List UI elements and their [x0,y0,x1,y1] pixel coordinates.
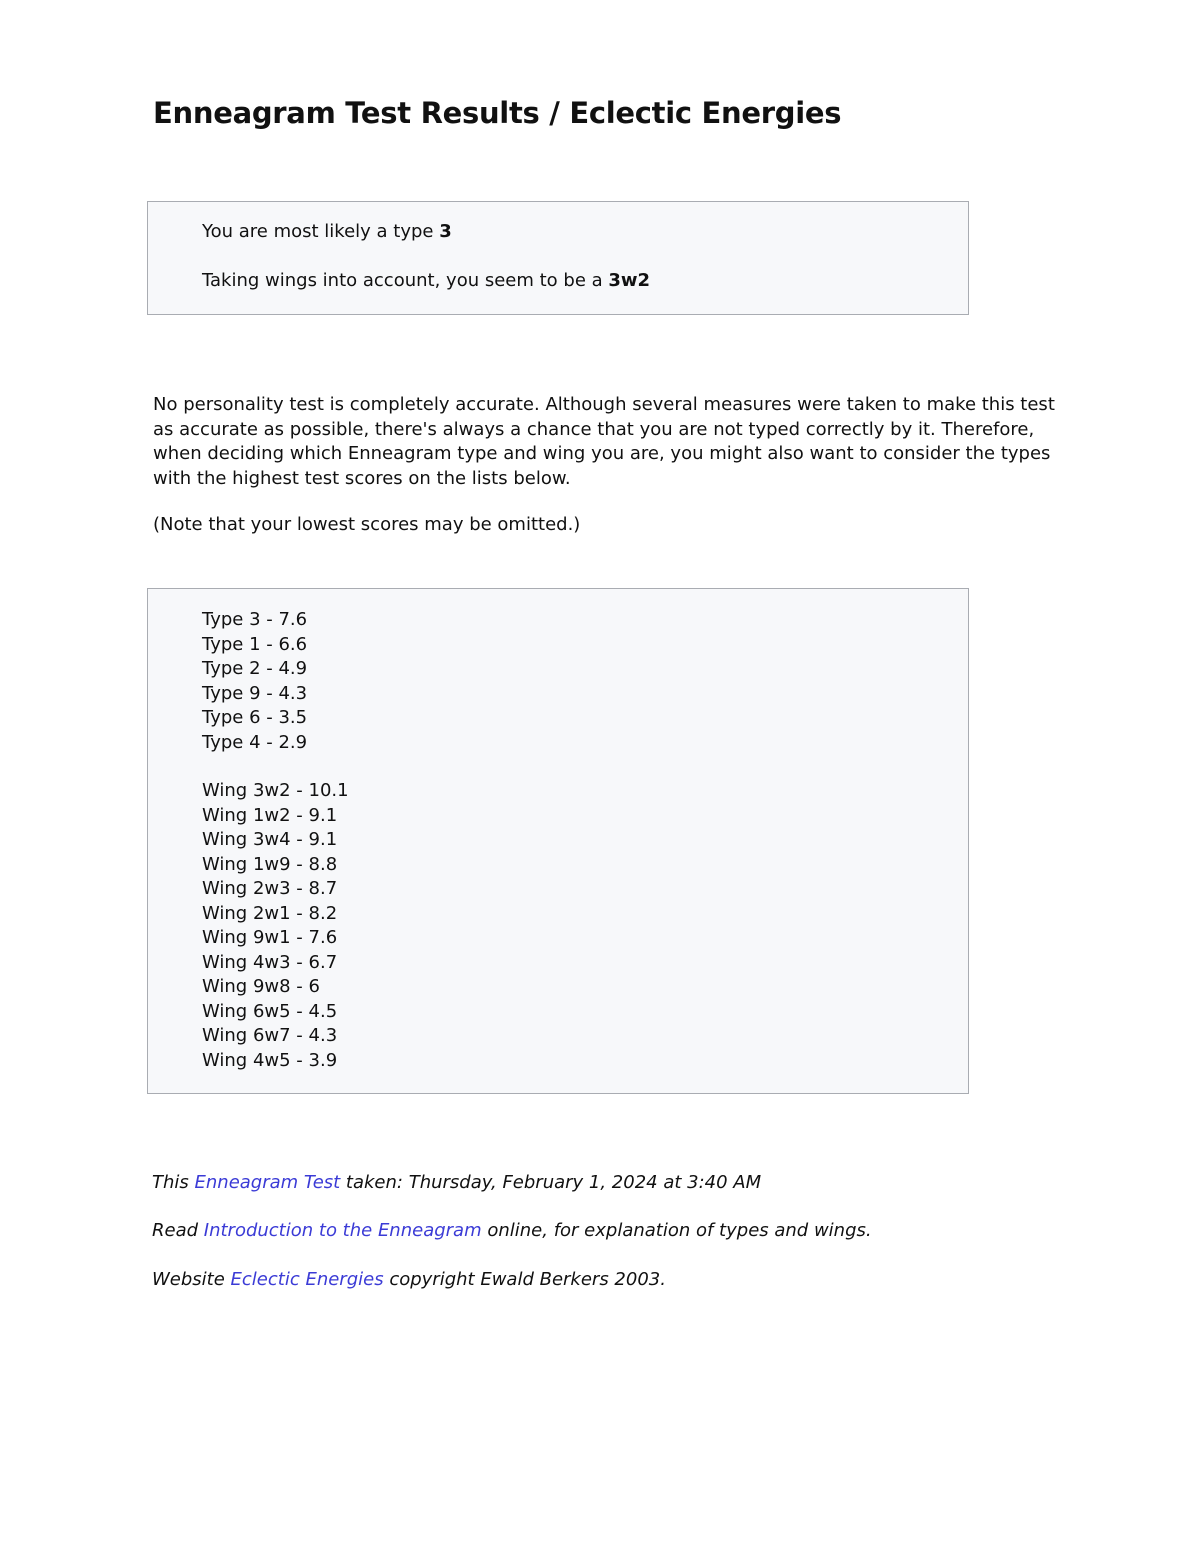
copyright-line [152,1269,666,1290]
scores-box [147,588,969,1094]
type-result [202,221,452,242]
type-score-item: Type 2 - 4.9 [202,658,308,679]
copyright-prefix: Website [152,1269,231,1290]
page-title: Enneagram Test Results / Eclectic Energies [153,96,842,130]
type-score-item: Type 4 - 2.9 [202,731,308,753]
type-score-item: Type 1 - 6.6 [202,633,308,655]
wing-score-item: Wing 4w5 - 3.9 [202,1049,338,1071]
wing-score-item: Wing 6w7 - 4.3 [202,1025,338,1046]
test-taken-line [152,1172,761,1193]
disclaimer-text: No personality test is completely accurate. Although several measures were taken to make this test as accurate as possible, there's always a chance that you are not typed correctly by it. Therefore, when deciding which Enneagram type and wing you are, you might also want to consider the types with the highest test scores on the lists below. [153,394,1055,489]
omission-note: (Note that your lowest scores may be omitted.) [153,514,581,535]
test-taken-prefix: This [152,1172,195,1193]
wing-score-item: Wing 2w1 - 8.2 [202,902,338,924]
introduction-link[interactable]: Introduction to the Enneagram [203,1220,482,1241]
type-score-list [202,608,307,755]
read-intro-prefix: Read [152,1220,204,1241]
wing-score-item: Wing 1w9 - 8.8 [202,853,338,875]
type-score-item: Type 3 - 7.6 [202,609,308,630]
copyright-suffix: copyright Ewald Berkers 2003. [383,1269,666,1290]
test-taken-date: taken: Thursday, February 1, 2024 at 3:40 AM [340,1172,762,1193]
type-score-item: Type 6 - 3.5 [202,707,308,728]
wing-score-item: Wing 3w2 - 10.1 [202,780,349,801]
type-result-label: You are most likely a type [202,221,440,242]
wing-score-item: Wing 1w2 - 9.1 [202,804,338,826]
wing-score-item: Wing 3w4 - 9.1 [202,829,338,850]
wing-score-item: Wing 9w8 - 6 [202,976,320,997]
wing-result-label: Taking wings into account, you seem to be a [202,270,609,291]
wing-score-item: Wing 6w5 - 4.5 [202,1000,338,1022]
wing-score-list [202,779,349,1073]
result-box [147,201,969,315]
wing-result-value: 3w2 [608,270,651,291]
enneagram-test-link[interactable]: Enneagram Test [194,1172,341,1193]
wing-score-item: Wing 4w3 - 6.7 [202,951,338,973]
type-score-item: Type 9 - 4.3 [202,682,308,704]
read-intro-line [152,1220,872,1241]
wing-score-item: Wing 2w3 - 8.7 [202,878,338,899]
eclectic-energies-link[interactable]: Eclectic Energies [230,1269,384,1290]
wing-result [202,270,650,291]
wing-score-item: Wing 9w1 - 7.6 [202,927,338,948]
type-result-value: 3 [439,221,452,242]
read-intro-suffix: online, for explanation of types and wings. [481,1220,872,1241]
